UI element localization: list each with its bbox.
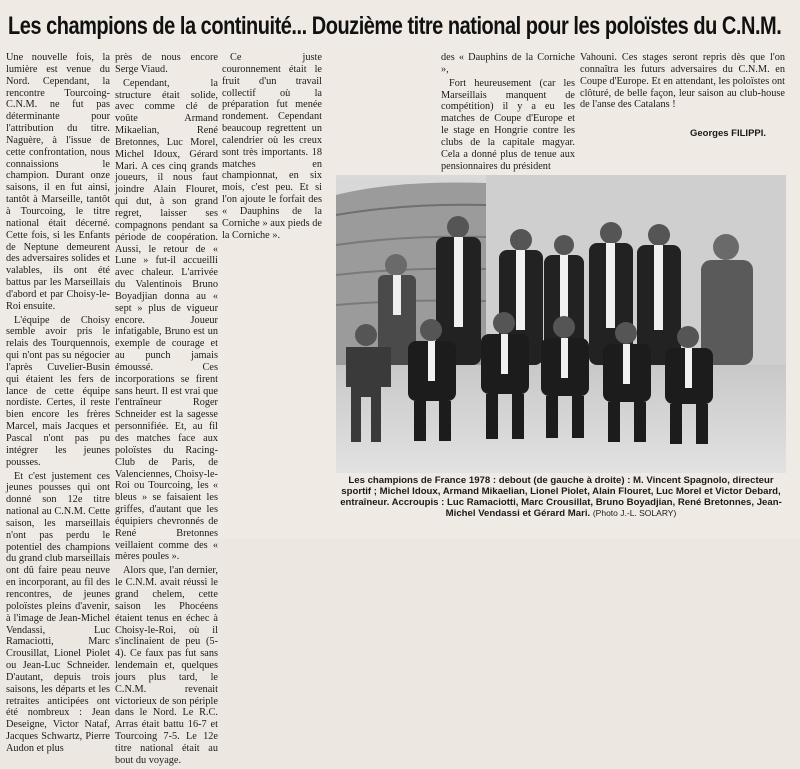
photo-caption bbox=[336, 475, 786, 519]
article-column-5 bbox=[580, 52, 785, 113]
article-column-2 bbox=[115, 52, 218, 769]
paragraph: près de nous encore Serge Viaud. bbox=[115, 52, 218, 75]
headline: Les champions de la continuité... Douzième titre national pour les poloïstes du C.N.M. bbox=[8, 12, 782, 40]
caption-text: Les champions de France 1978 : debout (de gauche à droite) : M. Vincent Spagnolo, directeur sportif ; Michel Idoux, Armand Mikaelian, Lionel Piolet, Alain Flouret, Luc Morel et Victor Debard, entraîneur. Accroupis : Luc Ramaciotti, Marc Crousillat, Bruno Boyadjian, René Bretonnes, Jean-Michel Vendassi et Gérard Mari. bbox=[340, 475, 782, 519]
team-photo-illustration bbox=[336, 175, 786, 473]
paragraph: Une nouvelle fois, la lumière est venue du Nord. Cependant, la rencontre Tourcoing-C.N.M. ne fut pas déterminante pour l'attribution du titre. Naguère, à l'issue de cette confrontation, nous connaissions le champion. Durant onze saisons, il en fut ainsi, tantôt à Marseille, tantôt à Tourcoing, le titre national était décerné. Cette fois, si les Enfants de Neptune demeurent des adversaires solides et valables, ils ont été battus par les Marseillais d'abord et par Choisy-le-Roi ensuite. bbox=[6, 52, 110, 312]
author-signature: Georges FILIPPI. bbox=[690, 128, 767, 139]
article-column-1 bbox=[6, 52, 110, 757]
paragraph: Alors que, l'an dernier, le C.N.M. avait réussi le grand chelem, cette saison les Phocéens étaient tenus en échec à Choisy-le-Roi, où il s'inclinaient de peu (5-4). Ce faux pas fut sans lendemain et, quelques jours plus tard, le C.N.M. revenait victorieux de son périple dans le Nord. Le R.C. Arras était battu 16-7 et Tourcoing 7-5. Le 12e titre national était au bout du voyage. bbox=[115, 565, 218, 766]
paragraph: L'équipe de Choisy semble avoir pris le relais des Tourquennois, qui n'ont pas su négocier l'après Cuvelier-Busin qui étaient les fers de lance de cette équipe nordiste. Certes, il reste bien encore les frères Marcel, mais Jacques et Pascal n'ont pas pu intégrer les jeunes pousses. bbox=[6, 314, 110, 468]
paragraph: Cependant, la structure était solide, avec comme clé de voûte Armand Mikaelian, René Bretonnes, Luc Morel, Michel Idoux, Gérard Mari. A ces cinq grands joueurs, il nous faut joindre Alain Flouret, qui dut, à son grand regret, laisser ses compagnons pendant sa période de coopération. Aussi, le retour de « Lune » fut-il accueilli avec chaleur. L'arrivée du Valentinois Bruno Boyadjian donna au « sept » plus de vigueur encore. Joueur infatigable, Bruno est un exemple de courage et au punch jamais émoussé. Ces incorporations se firent sans heurt. Il est vrai que l'entraîneur Roger Schneider est la sagesse personnifiée. Et, au fil des matches face aux poloïstes du Racing-Club de Paris, de Valenciennes, Choisy-le-Roi ou Tourcoing, les « bleus » se faisaient les griffes, d'autant que les équipiers chevronnés de René Bretonnes veillaient comme des « mères poules ». bbox=[115, 77, 218, 563]
article-column-4 bbox=[441, 52, 575, 174]
paragraph: Ce juste couronnement était le fruit d'un travail collectif où la préparation fut menée rondement. Cependant beaucoup regrettent un calendrier où les creux sont très importants. 18 matches en championnat, en six mois, c'est peu. Et si l'on ajoute le forfait des « Dauphins de la Corniche » aux pieds de la Corniche ». bbox=[222, 52, 322, 241]
article-column-3 bbox=[222, 52, 322, 244]
paragraph: Et c'est justement ces jeunes pousses qui ont donné son 12e titre national au C.N.M. Cette saison, les marseillais n'ont pas perdu le potentiel des champions du grand club marseillais ont dû faire peau neuve en incorporant, au fil des rencontres, de jeunes poloïstes pleins d'avenir, à l'image de Jean-Michel Vendassi, Luc Ramaciotti, Marc Crousillat, Lionel Piolet ou Jean-Luc Schneider. D'autant, depuis trois saisons, les départs et les retraites anticipées ont été nombreux : Jean Deseigne, Victor Nataf, Jacques Schwartz, Pierre Audon et plus bbox=[6, 470, 110, 754]
paragraph: Fort heureusement (car les Marseillais manquent de compétition) il y a eu les matches de Coupe d'Europe et le stage en Hongrie contre les clubs de la capitale magyar. Cela a donné plus de tenue aux pensionnaires du président bbox=[441, 77, 575, 172]
photo-credit: (Photo J.-L. SOLARY) bbox=[592, 508, 677, 518]
team-photo bbox=[336, 175, 786, 473]
paragraph: des « Dauphins de la Corniche », bbox=[441, 52, 575, 75]
paragraph: Vahouni. Ces stages seront repris dès que l'on connaîtra les futurs adversaires du C.N.M. en Coupe d'Europe. Et en attendant, les poloïstes ont clôturé, de belle façon, leur saison au club-house de l'anse des Catalans ! bbox=[580, 52, 785, 111]
